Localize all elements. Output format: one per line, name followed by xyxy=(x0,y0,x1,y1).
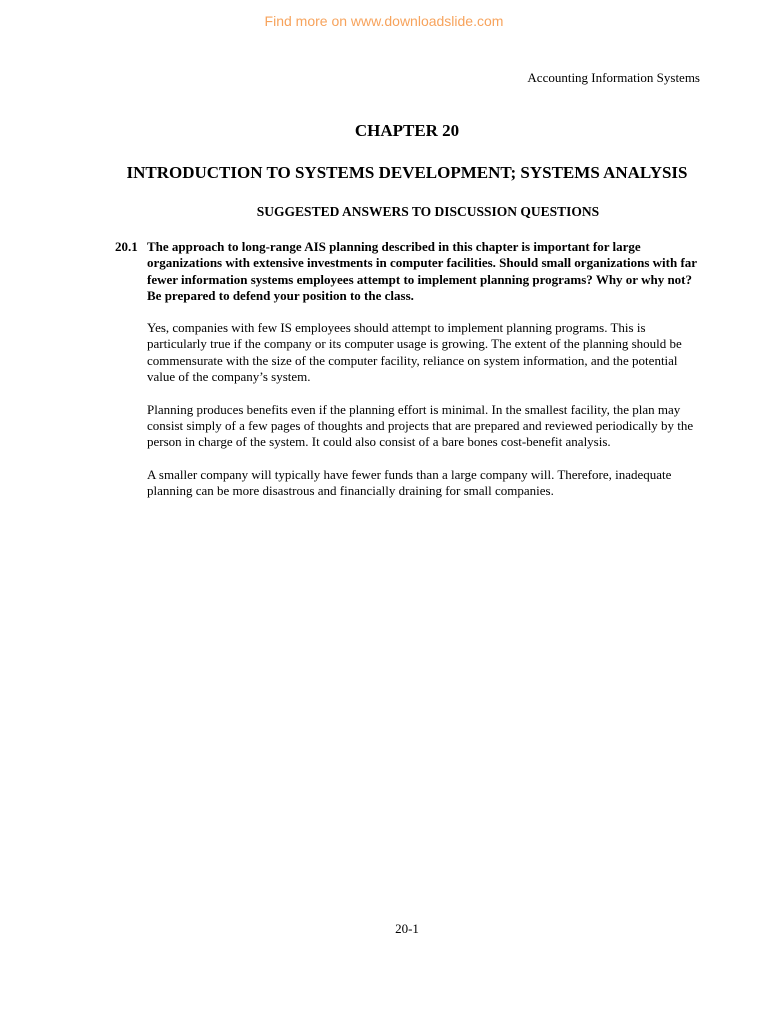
answer-paragraph: A smaller company will typically have fewer funds than a large company will. Therefore, inadequate planning can be more disastrous and financially draining for small companies. xyxy=(147,467,672,499)
page-number: 20-1 xyxy=(395,921,419,936)
answer-paragraph: Planning produces benefits even if the planning effort is minimal. In the smallest facility, the plan may consist simply of a few pages of thoughts and projects that are prepared and reviewed periodically by the person in charge of the system. It could also consist of a bare bones cost-benefit analysis. xyxy=(147,401,694,450)
discussion-question xyxy=(115,239,705,304)
answer-paragraph: Yes, companies with few IS employees should attempt to implement planning programs. This is particularly true if the company or its computer usage is growing. The extent of the planning should be commensurate with the size of the computer facility, reliance on system information, and the potential value of the company’s system. xyxy=(147,320,682,384)
question-number: 20.1 xyxy=(115,239,138,254)
answer-body xyxy=(147,320,707,516)
chapter-subtitle: INTRODUCTION TO SYSTEMS DEVELOPMENT; SYSTEMS ANALYSIS xyxy=(126,163,688,182)
running-header: Accounting Information Systems xyxy=(527,70,700,85)
question-text: The approach to long-range AIS planning described in this chapter is important for large organizations with extensive investments in computer facilities. Should small organizations with far fewer information systems employees attempt to implement planning programs? Why or why not? Be prepared to defend your position to the class. xyxy=(147,239,697,303)
section-heading: SUGGESTED ANSWERS TO DISCUSSION QUESTIONS xyxy=(256,204,600,219)
watermark-link[interactable]: Find more on www.downloadslide.com xyxy=(264,13,504,29)
chapter-title: CHAPTER 20 xyxy=(354,121,460,140)
